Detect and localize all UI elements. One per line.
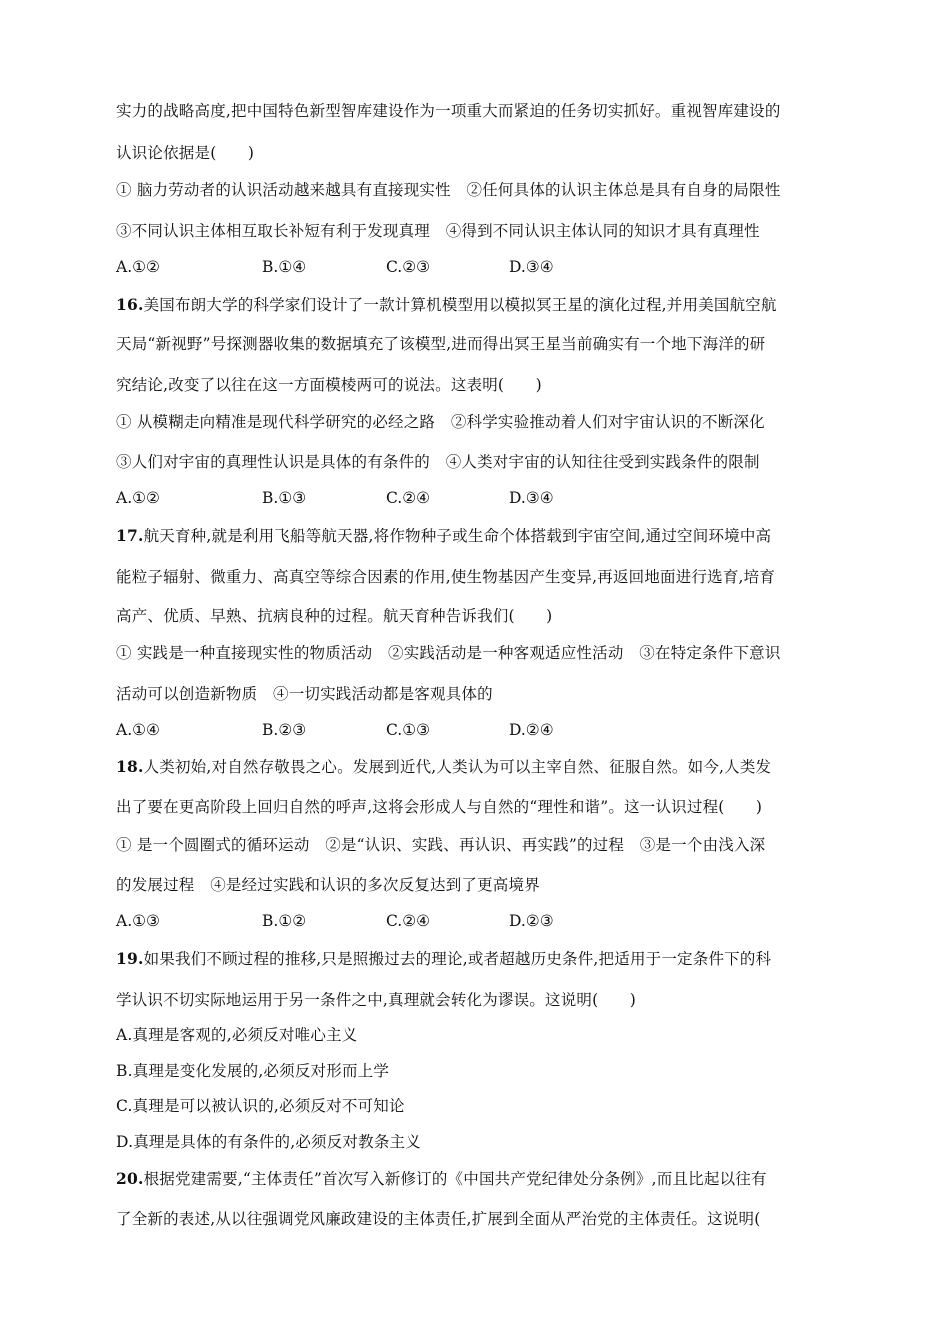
q18-option-d: D.②③ [509,912,554,930]
q17-option-a: A.①④ [116,721,160,739]
q16-statement-line2: ③人们对宇宙的真理性认识是具体的有条件的 ④人类对宇宙的认知往往受到实践条件的限制 [116,453,760,471]
q16-option-c: C.②④ [386,489,431,507]
q19-stem-line2: 学认识不切实际地运用于另一条件之中,真理就会转化为谬误。这说明( ) [116,991,637,1009]
q17-stem-line1 [116,526,846,546]
q20-stem-line1 [116,1169,846,1189]
q19-stem-line1 [116,949,846,969]
q17-option-b: B.②③ [262,721,307,739]
q17-statement-line2: 活动可以创造新物质 ④一切实践活动都是客观具体的 [116,685,493,703]
q18-statement-line1: ① 是一个圆圈式的循环运动 ②是“认识、实践、再认识、再实践”的过程 ③是一个由浅入深 [116,836,766,854]
q19-stem-text1: 如果我们不顾过程的推移,只是照搬过去的理论,或者超越历史条件,把适用于一定条件下的科 [143,950,772,968]
q15-stem-line1: 实力的战略高度,把中国特色新型智库建设作为一项重大而紧迫的任务切实抓好。重视智库建设的 [116,102,781,120]
q16-stem-line3: 究结论,改变了以往在这一方面模棱两可的说法。这表明( ) [116,376,542,394]
q20-stem-text1: 根据党建需要,“主体责任”首次写入新修订的《中国共产党纪律处分条例》,而且比起以往有 [143,1170,767,1188]
q16-option-a: A.①② [116,489,160,507]
q15-statement-line2: ③不同认识主体相互取长补短有利于发现真理 ④得到不同认识主体认同的知识才具有真理性 [116,222,760,240]
q18-statement-line2: 的发展过程 ④是经过实践和认识的多次反复达到了更高境界 [116,876,540,894]
q18-stem-line2: 出了要在更高阶段上回归自然的呼声,这将会形成人与自然的“理性和谐”。这一认识过程( ) [116,798,763,816]
q16-stem-line2: 天局“新视野”号探测器收集的数据填充了该模型,进而得出冥王星当前确实有一个地下海洋的研 [116,335,766,353]
q17-stem-line3: 高产、优质、早熟、抗病良种的过程。航天育种告诉我们( ) [116,607,553,625]
q19-option-a: A.真理是客观的,必须反对唯心主义 [116,1026,358,1044]
q18-option-b: B.①② [262,912,307,930]
q19-option-c: C.真理是可以被认识的,必须反对不可知论 [116,1097,405,1115]
q17-option-d: D.②④ [509,721,554,739]
q16-number: 16. [116,295,144,314]
q16-statement-line1: ① 从模糊走向精准是现代科学研究的必经之路 ②科学实验推动着人们对宇宙认识的不断深化 [116,413,765,431]
q19-option-b: B.真理是变化发展的,必须反对形而上学 [116,1062,390,1080]
q16-stem-text1: 美国布朗大学的科学家们设计了一款计算机模型用以模拟冥王星的演化过程,并用美国航空航 [143,296,777,314]
q18-stem-line1 [116,757,846,777]
q17-number: 17. [116,526,144,545]
q15-option-c: C.②③ [386,258,431,276]
q18-number: 18. [116,757,144,776]
q18-stem-text1: 人类初始,对自然存敬畏之心。发展到近代,人类认为可以主宰自然、征服自然。如今,人类发 [143,758,772,776]
q16-option-d: D.③④ [509,489,554,507]
q20-stem-line2: 了全新的表述,从以往强调党风廉政建设的主体责任,扩展到全面从严治党的主体责任。这说明( [116,1210,761,1228]
q18-option-a: A.①③ [116,912,160,930]
q18-option-c: C.②④ [386,912,431,930]
q15-option-b: B.①④ [262,258,307,276]
q15-option-d: D.③④ [509,258,554,276]
q17-option-c: C.①③ [386,721,431,739]
q20-number: 20. [116,1169,144,1188]
q15-stem-line2: 认识论依据是( ) [116,144,255,162]
q15-statement-line1: ① 脑力劳动者的认识活动越来越具有直接现实性 ②任何具体的认识主体总是具有自身的局限性 [116,181,781,199]
q15-option-a: A.①② [116,258,160,276]
q17-stem-text1: 航天育种,就是利用飞船等航天器,将作物种子或生命个体搭载到宇宙空间,通过空间环境中高 [143,527,772,545]
q19-number: 19. [116,949,144,968]
q16-option-b: B.①③ [262,489,307,507]
q16-stem-line1 [116,295,846,315]
q17-statement-line1: ① 实践是一种直接现实性的物质活动 ②实践活动是一种客观适应性活动 ③在特定条件下意识 [116,644,781,662]
q17-stem-line2: 能粒子辐射、微重力、高真空等综合因素的作用,使生物基因产生变异,再返回地面进行选育,培育 [116,568,776,586]
q19-option-d: D.真理是具体的有条件的,必须反对教条主义 [116,1133,421,1151]
